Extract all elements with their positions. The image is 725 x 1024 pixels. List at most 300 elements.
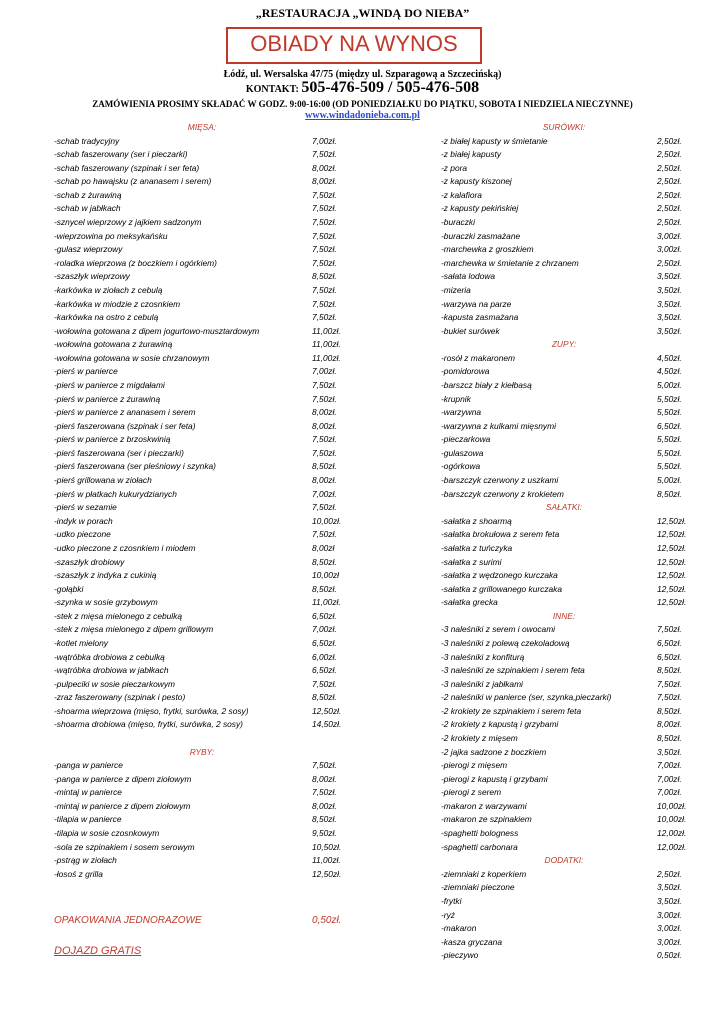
section-title: RYBY: <box>189 746 215 757</box>
menu-item <box>441 623 687 637</box>
menu-item-name: -buraczki zasmażane <box>441 230 521 241</box>
menu-item <box>441 528 687 542</box>
restaurant-name: „RESTAURACJA „WINDĄ DO NIEBA” <box>255 6 470 20</box>
menu-item <box>441 813 687 827</box>
menu-item <box>441 447 687 461</box>
menu-item-name: -barszczyk czerwony z uszkami <box>441 475 559 486</box>
menu-item-price: 3,00zł. <box>657 230 682 241</box>
menu-item-price: 3,50zł. <box>657 312 682 323</box>
menu-item-price: 8,00zł. <box>312 800 337 811</box>
menu-item <box>441 189 687 203</box>
menu-item-name: -barszcz biały z kiełbasą <box>441 379 532 390</box>
menu-item <box>54 583 350 597</box>
menu-item-name: -stek z mięsa mielonego z dipem grillowym <box>54 624 214 635</box>
section-title: MIĘSA: <box>187 122 217 132</box>
menu-item-name: -ziemniaki z koperkiem <box>441 868 527 879</box>
section-title: ZUPY: <box>551 339 577 350</box>
menu-item <box>54 488 350 502</box>
menu-item-name: -pierogi z kapustą i grzybami <box>441 773 548 784</box>
menu-item-name: -schab faszerowany (szpinak i ser feta) <box>54 162 200 173</box>
menu-item <box>441 542 687 556</box>
menu-item <box>441 773 687 787</box>
section-title: SAŁATKI: <box>545 502 583 513</box>
menu-item-price: 7,50zł. <box>312 447 337 458</box>
menu-item-price: 7,50zł. <box>312 298 337 309</box>
menu-item-price: 11,00zł. <box>312 855 341 866</box>
menu-item-name: -3 naleśniki z jabłkami <box>441 678 523 689</box>
menu-item <box>441 827 687 841</box>
menu-item-price: 2,50zł. <box>657 189 682 200</box>
menu-item-price: 5,50zł. <box>657 393 682 404</box>
menu-item <box>54 596 350 610</box>
menu-item-price: 5,50zł. <box>657 434 682 445</box>
menu-item <box>54 257 350 271</box>
menu-item-price: 12,00zł. <box>657 841 687 852</box>
menu-item-name: -udko pieczone <box>54 529 111 540</box>
menu-item <box>54 854 350 868</box>
menu-item <box>441 365 687 379</box>
menu-item <box>441 202 687 216</box>
menu-item-price: 7,50zł. <box>312 434 337 445</box>
menu-item-name: -kasza gryczana <box>441 936 502 947</box>
menu-item-price: 5,50zł. <box>657 461 682 472</box>
menu-item <box>441 162 687 176</box>
menu-item-name: -szaszłyk z indyka z cukinią <box>54 570 157 581</box>
free-delivery-note: DOJAZD GRATIS <box>54 945 142 957</box>
section-title: SURÓWKI: <box>542 122 586 132</box>
menu-item <box>441 230 687 244</box>
menu-item-name: -2 naleśniki w panierce (ser, szynka,pieczarki) <box>441 692 612 703</box>
menu-item-name: -wieprzowina po meksykańsku <box>54 230 168 241</box>
menu-item <box>54 800 350 814</box>
menu-item-name: -roladka wieprzowa (z boczkiem i ogórkiem) <box>54 257 217 268</box>
menu-item-price: 7,50zł. <box>312 393 337 404</box>
menu-item-price: 7,50zł. <box>312 760 337 771</box>
menu-item-price: 2,50zł. <box>657 217 682 228</box>
menu-item <box>441 691 687 705</box>
menu-item <box>54 827 350 841</box>
page-title: OBIADY NA WYNOS <box>250 31 458 56</box>
menu-item-name: -3 naleśniki z polewą czekoladową <box>441 637 570 648</box>
menu-item-price: 7,50zł. <box>312 149 337 160</box>
menu-item <box>54 325 350 339</box>
menu-item-name: -3 naleśniki z serem i owocami <box>441 624 556 635</box>
menu-item-price: 7,50zł. <box>312 529 337 540</box>
menu-item <box>441 583 687 597</box>
menu-item-price: 3,50zł. <box>657 271 682 282</box>
menu-item-name: -wołowina gotowana z żurawiną <box>54 339 173 350</box>
menu-item-name: -z kapusty kiszonej <box>441 176 512 187</box>
menu-item <box>441 393 687 407</box>
address: Łódź, ul. Wersalska 47/75 (między ul. Szparagową a Szczecińską) <box>223 69 502 80</box>
menu-item <box>54 243 350 257</box>
menu-item-price: 8,50zł. <box>312 814 337 825</box>
menu-item-name: -warzywa na parze <box>441 298 512 309</box>
menu-item <box>441 474 687 488</box>
menu-item <box>54 352 350 366</box>
menu-item-name: -makaron ze szpinakiem <box>441 814 532 825</box>
menu-item-name: -z białej kapusty <box>441 149 502 160</box>
menu-item-name: -buraczki <box>441 217 475 228</box>
menu-item-price: 12,50zł. <box>657 515 687 526</box>
menu-item-name: -schab po hawajsku (z ananasem i serem) <box>54 176 212 187</box>
menu-item-name: -panga w panierce z dipem ziołowym <box>54 773 192 784</box>
menu-item-price: 12,50zł. <box>657 583 687 594</box>
menu-item <box>54 678 350 692</box>
menu-item-price: 8,00zł. <box>312 162 337 173</box>
menu-item-price: 7,00zł. <box>312 135 337 146</box>
menu-item-name: -pierś w sezamie <box>54 502 117 513</box>
menu-item-name: -z kapusty pekińskiej <box>441 203 519 214</box>
menu-item-name: -sałatka z surimi <box>441 556 502 567</box>
menu-item <box>54 433 350 447</box>
right-menu-column <box>441 121 687 963</box>
menu-item <box>54 637 350 651</box>
menu-item-price: 7,00zł. <box>312 366 337 377</box>
menu-item-price: 7,50zł. <box>312 379 337 390</box>
menu-item-name: -z pora <box>441 162 468 173</box>
menu-item <box>441 460 687 474</box>
menu-item-name: -sznycel wieprzowy z jajkiem sadzonym <box>54 217 202 228</box>
menu-item-name: -rosół z makaronem <box>441 352 516 363</box>
menu-item-name: -tilapia w panierce <box>54 814 122 825</box>
menu-item-name: -marchewka z groszkiem <box>441 244 534 255</box>
menu-item-price: 12,50zł. <box>312 705 342 716</box>
menu-item-price: 12,50zł. <box>657 570 687 581</box>
menu-item-name: -wołowina gotowana z dipem jogurtowo-musztardowym <box>54 325 260 336</box>
menu-item <box>54 393 350 407</box>
menu-item-name: -z kalafiora <box>441 189 482 200</box>
menu-item <box>54 298 350 312</box>
menu-item <box>441 800 687 814</box>
menu-item-price: 10,00zł. <box>657 800 687 811</box>
menu-item-price: 8,50zł. <box>657 665 682 676</box>
menu-item-price: 7,50zł. <box>312 502 337 513</box>
menu-item-price: 5,50zł. <box>657 447 682 458</box>
menu-item-price: 7,50zł. <box>312 312 337 323</box>
menu-item-price: 7,50zł. <box>312 217 337 228</box>
menu-item-name: -pierś w panierce z żurawiną <box>54 393 161 404</box>
menu-item <box>54 841 350 855</box>
menu-item-name: -pierś grillowana w ziołach <box>54 475 152 486</box>
menu-item <box>54 175 350 189</box>
menu-item <box>54 718 350 732</box>
menu-item-price: 4,50zł. <box>657 366 682 377</box>
menu-item <box>441 732 687 746</box>
menu-item-price: 8,00zł. <box>312 475 337 486</box>
menu-item <box>54 651 350 665</box>
menu-item-price: 3,00zł. <box>657 936 682 947</box>
menu-item-price: 12,50zł. <box>657 542 687 553</box>
menu-item <box>54 664 350 678</box>
menu-item-name: -karkówka w miodzie z czosnkiem <box>54 298 181 309</box>
menu-item-price: 3,00zł. <box>657 244 682 255</box>
menu-item-price: 8,50zł. <box>657 733 682 744</box>
section-title: DODATKI: <box>544 855 584 866</box>
packaging-price: 0,50zł. <box>312 915 342 926</box>
menu-item-name: -ryż <box>441 909 455 920</box>
menu-item-price: 7,50zł. <box>312 284 337 295</box>
menu-item-name: -łosoś z grilla <box>54 868 103 879</box>
menu-item-name: -pierogi z mięsem <box>441 760 508 771</box>
menu-item-name: -szynka w sosie grzybowym <box>54 597 158 608</box>
menu-item <box>441 651 687 665</box>
left-menu-column <box>54 121 350 881</box>
menu-item-price: 4,50zł. <box>657 352 682 363</box>
menu-item-price: 7,50zł. <box>657 678 682 689</box>
menu-item <box>54 447 350 461</box>
menu-item-price: 11,00zł. <box>312 352 341 363</box>
menu-item-name: -pulpeciki w sosie pieczarkowym <box>54 678 176 689</box>
contact-line <box>0 79 725 97</box>
menu-item-name: -karkówka na ostro z cebulą <box>54 312 159 323</box>
menu-item-price: 8,50zł. <box>312 461 337 472</box>
menu-item-price: 5,00zł. <box>657 379 682 390</box>
menu-item <box>441 596 687 610</box>
menu-item <box>54 813 350 827</box>
menu-item-price: 10,00zł. <box>657 814 687 825</box>
menu-item-price: 11,00zł. <box>312 325 341 336</box>
menu-item-name: -pieczarkowa <box>441 434 491 445</box>
menu-item <box>441 569 687 583</box>
menu-item <box>441 895 687 909</box>
menu-item-price: 14,50zł. <box>312 719 342 730</box>
menu-item-price: 8,00zł. <box>312 407 337 418</box>
menu-item <box>54 786 350 800</box>
menu-item-price: 2,50zł. <box>657 135 682 146</box>
menu-item-price: 2,50zł. <box>657 868 682 879</box>
menu-item-price: 6,50zł. <box>312 665 337 676</box>
menu-item-name: -mintaj w panierce z dipem ziołowym <box>54 800 191 811</box>
menu-item <box>441 841 687 855</box>
menu-item-name: -szaszłyk wieprzowy <box>54 271 130 282</box>
menu-item-name: -warzywna z kulkami mięsnymi <box>441 420 556 431</box>
menu-item-price: 3,50zł. <box>657 325 682 336</box>
menu-item-price: 7,50zł. <box>312 244 337 255</box>
menu-item-name: -pierś w panierce z ananasem i serem <box>54 407 196 418</box>
order-hours: ZAMÓWIENIA PROSIMY SKŁADAĆ W GODZ. 9:00-16:00 (OD PONIEDZIAŁKU DO PIĄTKU, SOBOTA I NIEDZIELA NIECZYNNE) <box>92 99 633 109</box>
menu-item-price: 10,00zł. <box>312 515 342 526</box>
menu-item-name: -pomidorowa <box>441 366 490 377</box>
menu-item <box>441 637 687 651</box>
menu-item-name: -3 naleśniki z konfiturą <box>441 651 525 662</box>
menu-item <box>441 311 687 325</box>
menu-item-price: 3,50zł. <box>657 298 682 309</box>
menu-item-name: -pierś w płatkach kukurydzianych <box>54 488 177 499</box>
packaging-line <box>54 915 342 926</box>
menu-item-name: -zraz faszerowany (szpinak i pesto) <box>54 692 186 703</box>
menu-item-price: 2,50zł. <box>657 176 682 187</box>
menu-item-name: -spaghetti carbonara <box>441 841 518 852</box>
menu-item-price: 6,00zł. <box>312 651 337 662</box>
menu-item-name: -kotlet mielony <box>54 637 108 648</box>
menu-item-price: 7,50zł. <box>657 624 682 635</box>
menu-item-name: -gołąbki <box>54 583 84 594</box>
section-title: INNE: <box>552 610 576 621</box>
menu-item-price: 2,50zł. <box>657 203 682 214</box>
menu-item-price: 12,50zł. <box>657 597 687 608</box>
menu-item <box>441 718 687 732</box>
menu-item <box>54 474 350 488</box>
menu-item-price: 2,50zł. <box>657 257 682 268</box>
menu-item-price: 7,00zł. <box>657 773 682 784</box>
menu-item-name: -sałatka brokułowa z serem feta <box>441 529 560 540</box>
menu-item-name: -3 naleśniki ze szpinakiem i serem feta <box>441 665 585 676</box>
menu-item-price: 0,50zł. <box>657 950 682 961</box>
menu-item-name: -schab tradycyjny <box>54 135 120 146</box>
menu-item <box>54 501 350 515</box>
menu-item-name: -makaron <box>441 923 477 934</box>
menu-item-name: -frytki <box>441 895 462 906</box>
menu-item-name: -stek z mięsa mielonego z cebulką <box>54 610 183 621</box>
menu-item <box>54 705 350 719</box>
menu-item-name: -pierś faszerowana (ser pleśniowy i szynka) <box>54 461 216 472</box>
phone-numbers: 505-476-509 / 505-476-508 <box>301 79 480 96</box>
menu-item-price: 8,00zł. <box>657 719 682 730</box>
menu-item-price: 3,00zł. <box>657 909 682 920</box>
menu-item-price: 8,50zł. <box>657 488 682 499</box>
menu-item <box>441 257 687 271</box>
menu-item <box>54 189 350 203</box>
menu-item-price: 7,00zł. <box>657 760 682 771</box>
menu-item-price: 10,00zł <box>312 570 340 581</box>
menu-item <box>54 216 350 230</box>
menu-item-name: -sola ze szpinakiem i sosem serowym <box>54 841 195 852</box>
menu-item-price: 8,00zł <box>312 542 335 553</box>
menu-item-name: -sałatka z shoarmą <box>441 515 512 526</box>
menu-item-name: -marchewka w śmietanie z chrzanem <box>441 257 579 268</box>
menu-item-price: 8,00zł. <box>312 420 337 431</box>
contact-label: KONTAKT: <box>245 84 299 95</box>
menu-item-name: -2 krokiety ze szpinakiem i serem feta <box>441 705 582 716</box>
spacer <box>54 732 350 746</box>
menu-item <box>54 135 350 149</box>
menu-item-price: 12,50zł. <box>657 529 687 540</box>
menu-item-price: 7,50zł. <box>312 189 337 200</box>
menu-item-name: -pierś w panierce z migdałami <box>54 379 165 390</box>
packaging-label: OPAKOWANIA JEDNORAZOWE <box>54 915 202 926</box>
menu-item-name: -krupnik <box>441 393 471 404</box>
menu-item-name: -spaghetti bologness <box>441 828 519 839</box>
menu-item-name: -gulasz wieprzowy <box>54 244 123 255</box>
menu-item-price: 6,50zł. <box>312 610 337 621</box>
menu-item <box>54 406 350 420</box>
menu-item <box>441 705 687 719</box>
menu-item-name: -z białej kapusty w śmietanie <box>441 135 548 146</box>
menu-item-name: -sałatka z tuńczyka <box>441 542 513 553</box>
menu-item <box>54 379 350 393</box>
menu-item <box>441 909 687 923</box>
menu-item-price: 3,50zł. <box>657 882 682 893</box>
menu-item-price: 7,00zł. <box>312 488 337 499</box>
menu-item <box>441 786 687 800</box>
menu-item <box>54 460 350 474</box>
menu-item <box>441 759 687 773</box>
menu-item-name: -pierś w panierce z brzoskwinią <box>54 434 171 445</box>
menu-item-price: 7,50zł. <box>312 678 337 689</box>
menu-item-name: -ziemniaki pieczone <box>441 882 515 893</box>
menu-item-name: -sałatka z wędzonego kurczaka <box>441 570 558 581</box>
menu-item <box>54 610 350 624</box>
menu-item <box>54 365 350 379</box>
menu-item <box>441 556 687 570</box>
menu-item-name: -mizeria <box>441 284 471 295</box>
menu-item-price: 7,50zł. <box>312 257 337 268</box>
website-link[interactable]: www.windadonieba.com.pl <box>305 110 420 121</box>
menu-item <box>441 352 687 366</box>
menu-item-name: -pierogi z serem <box>441 787 502 798</box>
menu-item-price: 9,50zł. <box>312 828 337 839</box>
menu-item <box>441 406 687 420</box>
menu-item <box>441 420 687 434</box>
menu-item-name: -2 krokiety z kapustą i grzybami <box>441 719 559 730</box>
menu-item-name: -shoarma drobiowa (mięso, frytki, surówka, 2 sosy) <box>54 719 243 730</box>
menu-item <box>441 881 687 895</box>
menu-item <box>54 270 350 284</box>
menu-item <box>441 325 687 339</box>
menu-item-price: 7,50zł. <box>312 230 337 241</box>
menu-item-name: -pierś w panierce <box>54 366 118 377</box>
menu-item <box>441 746 687 760</box>
menu-item-name: -barszczyk czerwony z krokietem <box>441 488 564 499</box>
menu-item <box>441 148 687 162</box>
menu-item-name: -warzywna <box>441 407 482 418</box>
menu-item-price: 8,50zł. <box>312 583 337 594</box>
menu-item-price: 3,50zł. <box>657 895 682 906</box>
menu-item <box>441 243 687 257</box>
menu-item-name: -shoarma wieprzowa (mięso, frytki, surówka, 2 sosy) <box>54 705 249 716</box>
menu-item-name: -ogórkowa <box>441 461 481 472</box>
menu-item-name: -gulaszowa <box>441 447 484 458</box>
menu-item-name: -makaron z warzywami <box>441 800 527 811</box>
menu-item-name: -indyk w porach <box>54 515 113 526</box>
menu-item-name: -pstrąg w ziołach <box>54 855 117 866</box>
menu-item <box>54 515 350 529</box>
menu-item <box>54 162 350 176</box>
menu-item <box>441 664 687 678</box>
menu-item-price: 12,00zł. <box>657 828 687 839</box>
menu-item <box>441 298 687 312</box>
menu-item <box>441 175 687 189</box>
menu-item <box>441 284 687 298</box>
menu-item-name: -wątróbka drobiowa w jabłkach <box>54 665 169 676</box>
menu-item-price: 5,00zł. <box>657 475 682 486</box>
menu-item <box>441 488 687 502</box>
menu-item-price: 6,50zł. <box>312 637 337 648</box>
menu-item-name: -pierś faszerowana (szpinak i ser feta) <box>54 420 196 431</box>
menu-item-name: -kapusta zasmażana <box>441 312 519 323</box>
menu-item-name: -karkówka w ziołach z cebulą <box>54 284 163 295</box>
menu-item <box>54 773 350 787</box>
menu-item-price: 3,50zł. <box>657 746 682 757</box>
menu-item-price: 7,00zł. <box>312 624 337 635</box>
menu-item-price: 7,50zł. <box>657 692 682 703</box>
menu-item <box>54 338 350 352</box>
menu-item-price: 8,50zł. <box>657 705 682 716</box>
menu-item <box>441 515 687 529</box>
menu-item <box>54 691 350 705</box>
menu-item-price: 11,00zł. <box>312 597 341 608</box>
menu-item-name: -sałatka z grillowanego kurczaka <box>441 583 563 594</box>
menu-item-name: -schab faszerowany (ser i pieczarki) <box>54 149 188 160</box>
menu-item <box>54 230 350 244</box>
menu-item <box>54 148 350 162</box>
menu-item-price: 5,50zł. <box>657 407 682 418</box>
menu-item <box>54 868 350 882</box>
menu-item <box>441 216 687 230</box>
menu-item <box>441 379 687 393</box>
menu-item-price: 8,00zł. <box>312 176 337 187</box>
